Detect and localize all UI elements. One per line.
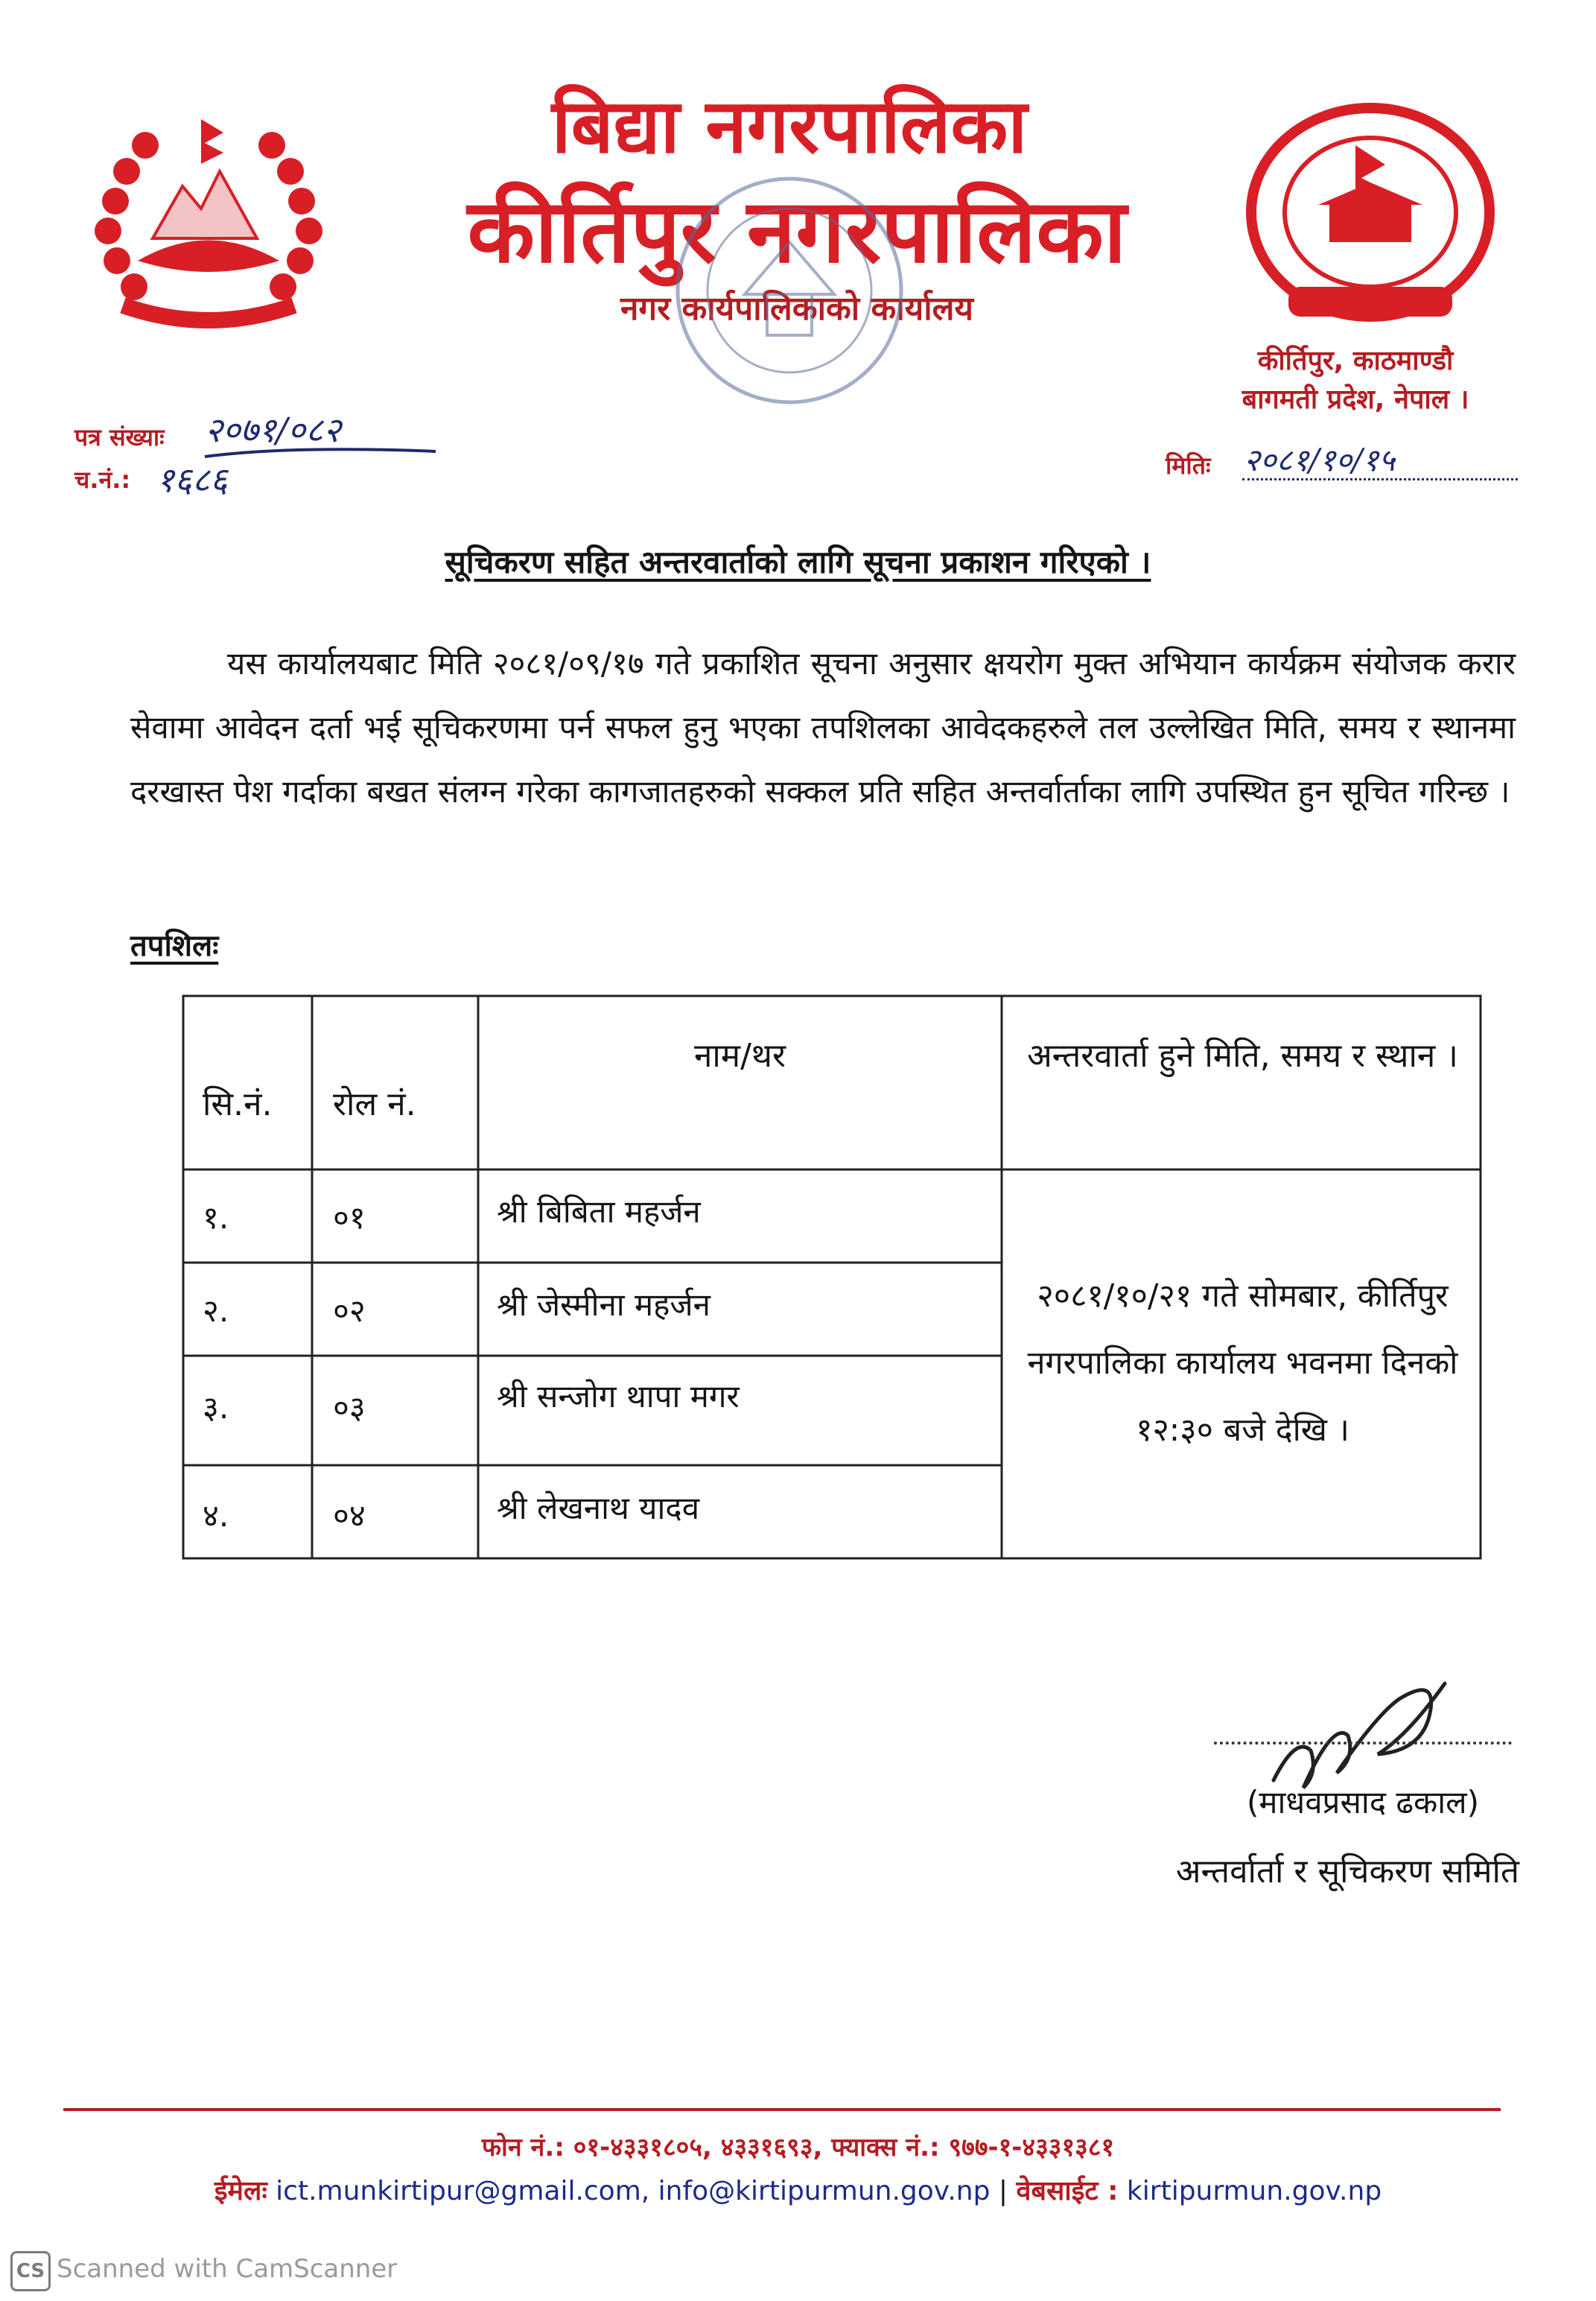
row-roll: ०१ bbox=[333, 1199, 366, 1236]
header-venue: अन्तरवार्ता हुने मिति, समय र स्थान । bbox=[1027, 1037, 1458, 1075]
row-sn: २. bbox=[203, 1292, 229, 1329]
date-label: मितिः bbox=[1166, 451, 1211, 480]
notice-subject bbox=[0, 540, 1596, 583]
camscanner-watermark: Scanned with CamScanner bbox=[57, 2254, 398, 2284]
header-roll: रोल नं. bbox=[333, 1085, 416, 1123]
office-title: नगर कार्यपालिकाको कार्यालय bbox=[620, 290, 973, 328]
row-sn: १. bbox=[203, 1199, 229, 1236]
interview-venue-cell: २०८१/१०/२१ गते सोमबार, कीर्तिपुर नगरपालिका कार्यालय भवनमा दिनको १२:३० बजे देखि । bbox=[1027, 1278, 1458, 1449]
row-name: श्री जेस्मीना महर्जन bbox=[497, 1286, 710, 1323]
notice-body: यस कार्यालयबाट मिति २०८१/०९/१७ गते प्रकाशित सूचना अनुसार क्षयरोग मुक्त अभियान कार्यक्रम संयोजक करार सेवामा आवेदन दर्ता भई सूचिकरणमा पर्न सफल हुनु भएका तपशिलका आवेदकहरुले तल उल्लेखित मिति, समय र स्थानमा दरखास्त पेश गर्दाका बखत संलग्न गरेका कागजातहरुको सक्कल प्रति सहित अन्तर्वार्ताका लागि उपस्थित हुन सूचित गरिन्छ । bbox=[130, 645, 1516, 810]
notice-subject-text: सूचिकरण सहित अन्तरवार्ताको लागि सूचना प्रकाशन गरिएको । bbox=[445, 544, 1151, 580]
footer-separator: | bbox=[998, 2176, 1008, 2206]
row-sn: ४. bbox=[203, 1497, 229, 1534]
signer-name: (माधवप्रसाद ढकाल) bbox=[1246, 1784, 1480, 1821]
header-name: नाम/थर bbox=[693, 1037, 786, 1075]
date-dotted-line bbox=[1242, 478, 1518, 480]
row-roll: ०२ bbox=[333, 1292, 366, 1329]
footer-contact bbox=[0, 2171, 1596, 2208]
office-seal-icon bbox=[655, 164, 923, 447]
header-sn: सि.नं. bbox=[203, 1085, 273, 1123]
row-name: श्री लेखनाथ यादव bbox=[497, 1490, 700, 1526]
address-line-2: बागमती प्रदेश, नेपाल । bbox=[1241, 384, 1469, 415]
footer-phone: फोन नं.: ०१-४३३१८०५, ४३३१६९३, फ्याक्स नं.: ९७७-१-४३३१३८१ bbox=[481, 2133, 1115, 2162]
committee-name: अन्तर्वार्ता र सूचिकरण समिति bbox=[1175, 1853, 1519, 1891]
letter-number-label: पत्र संख्याः bbox=[74, 423, 165, 451]
municipality-title-small: बिद्या नगरपालिका bbox=[551, 83, 1028, 170]
signature-dotted-line bbox=[1214, 1742, 1512, 1745]
nepal-emblem-icon bbox=[71, 89, 346, 335]
row-roll: ०४ bbox=[333, 1497, 366, 1534]
website-label: वेबसाईट : bbox=[1016, 2176, 1119, 2206]
candidate-table bbox=[180, 994, 1484, 1561]
dispatch-number-label: च.नं.: bbox=[74, 466, 131, 494]
dispatch-number-value: १६८६ bbox=[156, 460, 228, 500]
letter-number-value: २०७१/०८२ bbox=[205, 410, 341, 450]
row-name: श्री सन्जोग थापा मगर bbox=[497, 1378, 740, 1415]
handwritten-underline bbox=[201, 438, 439, 468]
municipality-title-main: कीर्तिपुर नगरपालिका bbox=[467, 180, 1127, 282]
footer-divider bbox=[63, 2108, 1501, 2111]
row-sn: ३. bbox=[203, 1389, 229, 1426]
details-heading: तपशिलः bbox=[130, 929, 219, 963]
row-name: श्री बिबिता महर्जन bbox=[497, 1193, 701, 1230]
row-roll: ०३ bbox=[333, 1389, 366, 1426]
email-label: ईमेलः bbox=[214, 2176, 267, 2206]
website-value: kirtipurmun.gov.np bbox=[1126, 2176, 1382, 2206]
signature-icon bbox=[1266, 1669, 1452, 1795]
camscanner-logo: CS bbox=[10, 2251, 51, 2291]
address-line-1: कीर्तिपुर, काठमाण्डौ bbox=[1257, 346, 1454, 376]
date-value: २०८१/१०/१५ bbox=[1244, 442, 1396, 478]
email-value: ict.munkirtipur@gmail.com, info@kirtipurmun.gov.np bbox=[276, 2176, 991, 2206]
municipality-logo-icon bbox=[1236, 101, 1504, 324]
